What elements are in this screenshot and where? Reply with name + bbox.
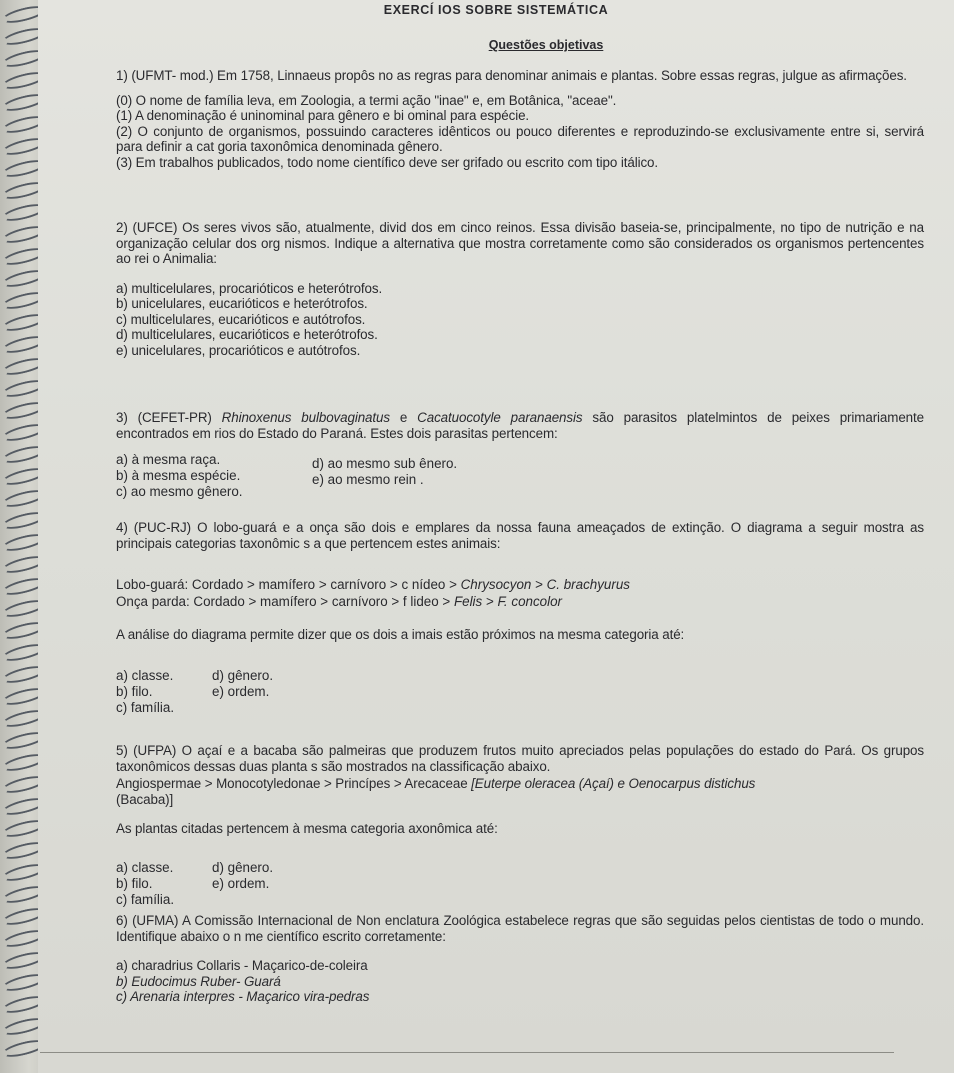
- taxonomy-line-onca: [116, 593, 630, 610]
- question-2-stem: 2) (UFCE) Os seres vivos são, atualmente, divid dos em cinco reinos. Essa divisão baseia-se, principalmente, no tipo de nutrição e na organização celular dos org nismos. Indique a alternativa que mostra corretamente como são considerados os organismos pertencentes ao rei o Animalia:: [116, 220, 924, 266]
- question-2-option: c) multicelulares, eucarióticos e autótrofos.: [116, 311, 366, 327]
- question-4-stem: 4) (PUC-RJ) O lobo-guará e a onça são dois e emplares da nossa fauna ameaçados de extinção. O diagrama a seguir mostra as principais categorias taxonômic s a que pertencem estes animais:: [116, 520, 924, 551]
- question-5-classification: [116, 776, 924, 792]
- taxonomy-path: Onça parda: Cordado > mamífero > carnívoro > f lideo >: [116, 594, 454, 609]
- question-1-item: (1) A denominação é uninominal para gênero e bi ominal para espécie.: [116, 108, 530, 123]
- question-4-option: b) filo.: [116, 684, 153, 699]
- page-title: EXERCÍ IOS SOBRE SISTEMÁTICA: [383, 3, 609, 17]
- species-names: [Euterpe oleracea (Açaí) e Oenocarpus distichus: [471, 776, 756, 791]
- question-5-options-left: [116, 860, 174, 908]
- question-3-suffix: são parasitos platelmintos de peixes primariamente encontrados em rios do Estado do Paraná. Estes dois parasitas pertencem:: [116, 410, 924, 441]
- question-4-question: A análise do diagrama permite dizer que os dois a imais estão próximos na mesma categoria até:: [116, 627, 685, 642]
- page-bottom-rule: [40, 1052, 894, 1053]
- question-5-option: e) ordem.: [212, 876, 270, 891]
- question-1-item: (3) Em trabalhos publicados, todo nome científico deve ser grifado ou escrito com tipo itálico.: [116, 154, 659, 170]
- classification-path: Angiospermae > Monocotyledonae > Princípes > Arecaceae: [116, 776, 472, 791]
- question-6-option: a) charadrius Collaris - Maçarico-de-coleira: [116, 958, 368, 973]
- question-3-option: c) ao mesmo gênero.: [116, 484, 243, 499]
- question-3-option: b) à mesma espécie.: [116, 468, 241, 483]
- question-1: [116, 68, 924, 170]
- question-3-options-right: [312, 456, 457, 488]
- taxonomy-line-lobo-guara: [116, 576, 630, 593]
- question-6-stem: 6) (UFMA) A Comissão Internacional de Non enclatura Zoológica estabelece regras que são seguidas pelos cientistas de todo o mundo. Identifique abaixo o n me científico escrito corretamente:: [116, 913, 924, 944]
- question-3: [116, 410, 924, 441]
- species-name: C. brachyurus: [546, 577, 630, 592]
- question-5-options-right: [212, 860, 273, 892]
- genus-name: Chrysocyon: [460, 577, 532, 592]
- question-4-option: e) ordem.: [212, 684, 270, 699]
- question-4: [116, 520, 924, 551]
- question-3-options-left: [116, 452, 243, 500]
- question-5: [116, 743, 924, 837]
- question-2-option: a) multicelulares, procarióticos e heterótrofos.: [116, 280, 383, 296]
- taxonomy-separator: >: [482, 594, 498, 609]
- species-name: Cacatuocotyle paranaensis: [417, 410, 583, 425]
- question-4-options-right: [212, 668, 273, 700]
- question-3-option: a) à mesma raça.: [116, 452, 221, 467]
- question-5-option: d) gênero.: [212, 860, 274, 875]
- question-5-option: b) filo.: [116, 876, 153, 891]
- question-3-stem: [116, 410, 924, 441]
- question-6: [116, 913, 924, 1005]
- species-name: F. concolor: [497, 594, 562, 609]
- question-5-option: c) família.: [116, 892, 175, 907]
- taxonomy-diagram: [116, 576, 630, 610]
- question-2-option: b) unicelulares, eucarióticos e heterótrofos.: [116, 296, 368, 311]
- question-5-option: a) classe.: [116, 860, 174, 875]
- question-3-prefix: 3) (CEFET-PR): [116, 410, 222, 425]
- taxonomy-path: Lobo-guará: Cordado > mamífero > carnívoro > c nídeo >: [116, 577, 461, 592]
- question-2-option: d) multicelulares, eucarióticos e heterótrofos.: [116, 327, 378, 342]
- question-4-prompt: [116, 627, 924, 643]
- question-2-option: e) unicelulares, procarióticos e autótrofos.: [116, 342, 361, 358]
- question-4-options-left: [116, 668, 174, 716]
- question-1-item: (0) O nome de família leva, em Zoologia, a termi ação "inae" e, em Botânica, "aceae".: [116, 92, 617, 108]
- question-5-classification-end: (Bacaba)]: [116, 791, 174, 807]
- question-4-option: a) classe.: [116, 668, 174, 683]
- question-4-option: c) família.: [116, 700, 175, 715]
- question-5-question: As plantas citadas pertencem à mesma categoria axonômica até:: [116, 821, 498, 836]
- question-5-stem: 5) (UFPA) O açaí e a bacaba são palmeiras que produzem frutos muito apreciados pelas populações do estado do Pará. Os grupos taxonômicos dessas duas planta s são mostrados na classificação abaixo.: [116, 743, 924, 774]
- question-3-option: e) ao mesmo rein .: [312, 472, 424, 487]
- taxonomy-separator: >: [531, 577, 547, 592]
- question-3-connector: e: [389, 410, 418, 425]
- question-2: [116, 220, 924, 358]
- question-4-option: d) gênero.: [212, 668, 274, 683]
- question-6-option: c) Arenaria interpres - Maçarico vira-pedras: [116, 989, 370, 1004]
- page-subtitle: Questões objetivas: [488, 38, 604, 52]
- genus-name: Felis: [453, 594, 483, 609]
- question-1-item: (2) O conjunto de organismos, possuindo caracteres idênticos ou pouco diferentes e reproduzindo-se exclusivamente entre si, servirá para definir a cat goria taxonômica denominada gênero.: [116, 123, 924, 154]
- question-6-option: b) Eudocimus Ruber- Guará: [116, 973, 281, 989]
- question-3-option: d) ao mesmo sub ênero.: [312, 456, 458, 471]
- species-name: Rhinoxenus bulbovaginatus: [221, 410, 390, 425]
- question-1-stem: 1) (UFMT- mod.) Em 1758, Linnaeus propôs no as regras para denominar animais e plantas. Sobre essas regras, julgue as afirmações.: [116, 68, 907, 83]
